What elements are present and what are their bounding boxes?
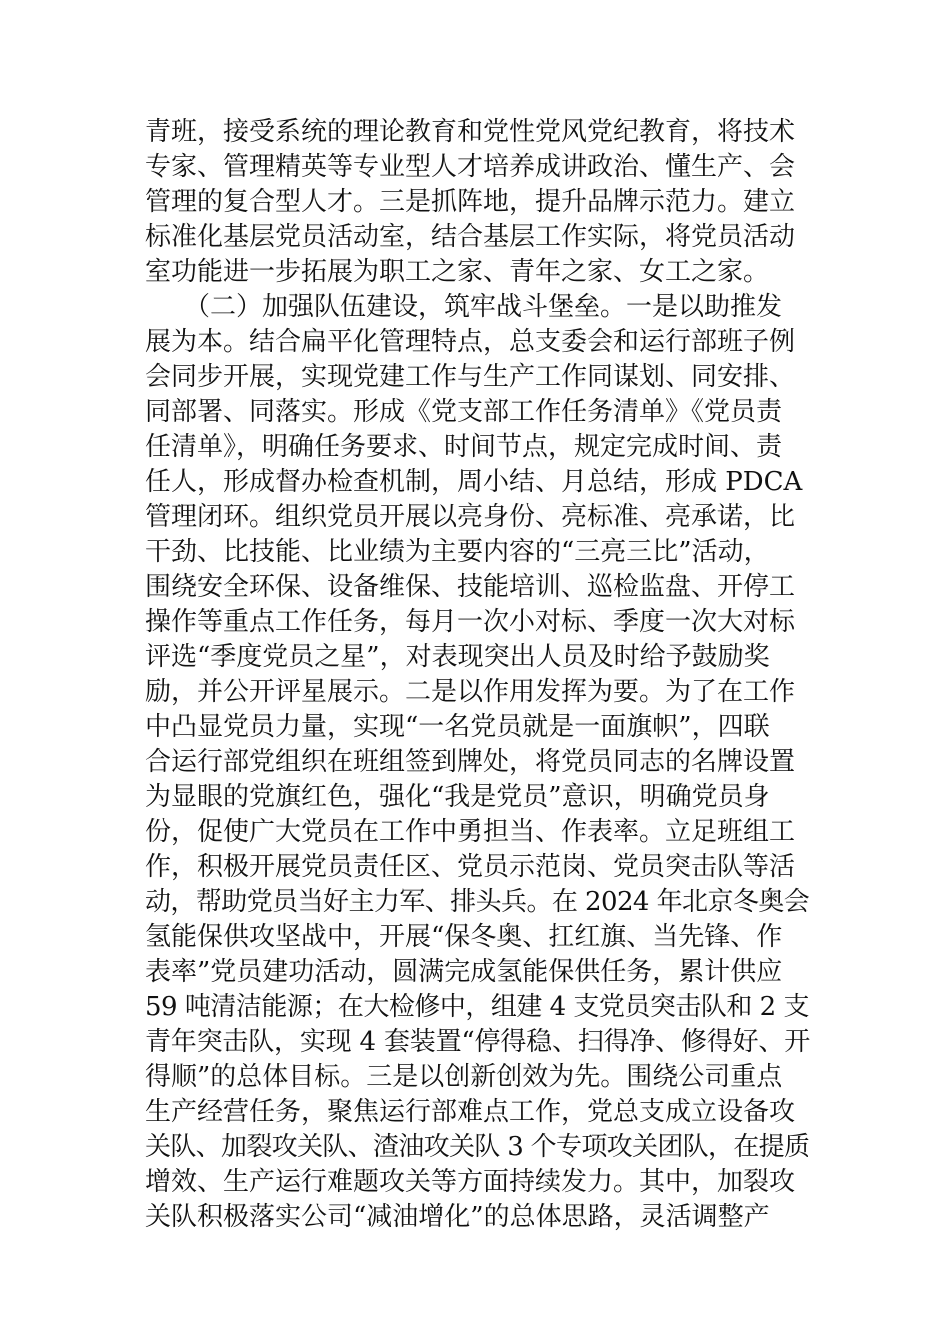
- body-text: [145, 115, 810, 1235]
- text-line: 操作等重点工作任务，每月一次小对标、季度一次大对标: [145, 607, 796, 637]
- text-line: 合运行部党组织在班组签到牌处，将党员同志的名牌设置: [145, 747, 796, 777]
- text-line: 得顺”的总体目标。三是以创新创效为先。围绕公司重点: [145, 1062, 783, 1092]
- text-line: 氢能保供攻坚战中，开展“保冬奥、扛红旗、当先锋、作: [145, 922, 783, 952]
- text-line: 为显眼的党旗红色，强化“我是党员”意识，明确党员身: [145, 782, 770, 812]
- text-line: 干劲、比技能、比业绩为主要内容的“三亮三比”活动，: [145, 537, 770, 567]
- text-line: 专家、管理精英等专业型人才培养成讲政治、懂生产、会: [145, 152, 796, 182]
- text-line: 青年突击队，实现 4 套装置“停得稳、扫得净、修得好、开: [145, 1027, 811, 1057]
- text-line: 表率”党员建功活动，圆满完成氢能保供任务，累计供应: [145, 957, 783, 987]
- text-line: 任人，形成督办检查机制，周小结、月总结，形成 PDCA: [145, 467, 803, 497]
- text-line: 围绕安全环保、设备维保、技能培训、巡检监盘、开停工: [145, 572, 796, 602]
- text-line: （二）加强队伍建设，筑牢战斗堡垒。一是以助推发: [145, 292, 783, 322]
- text-line: 标准化基层党员活动室，结合基层工作实际，将党员活动: [145, 222, 796, 252]
- text-line: 动，帮助党员当好主力军、排头兵。在 2024 年北京冬奥会: [145, 887, 810, 917]
- text-line: 生产经营任务，聚焦运行部难点工作，党总支成立设备攻: [145, 1097, 796, 1127]
- text-line: 59 吨清洁能源；在大检修中，组建 4 支党员突击队和 2 支: [145, 992, 809, 1022]
- text-line: 会同步开展，实现党建工作与生产工作同谋划、同安排、: [145, 362, 796, 392]
- text-line: 展为本。结合扁平化管理特点，总支委会和运行部班子例: [145, 327, 796, 357]
- text-line: 同部署、同落实。形成《党支部工作任务清单》《党员责: [145, 397, 783, 427]
- text-line: 管理闭环。组织党员开展以亮身份、亮标准、亮承诺，比: [145, 502, 796, 532]
- text-line: 关队、加裂攻关队、渣油攻关队 3 个专项攻关团队，在提质: [145, 1132, 810, 1162]
- text-line: 增效、生产运行难题攻关等方面持续发力。其中，加裂攻: [145, 1167, 796, 1197]
- text-line: 份，促使广大党员在工作中勇担当、作表率。立足班组工: [145, 817, 796, 847]
- text-line: 励，并公开评星展示。二是以作用发挥为要。为了在工作: [145, 677, 796, 707]
- text-line: 作，积极开展党员责任区、党员示范岗、党员突击队等活: [145, 852, 796, 882]
- text-line: 关队积极落实公司“减油增化”的总体思路，灵活调整产: [145, 1202, 770, 1232]
- text-line: 室功能进一步拓展为职工之家、青年之家、女工之家。: [145, 257, 770, 287]
- text-line: 评选“季度党员之星”，对表现突出人员及时给予鼓励奖: [145, 642, 770, 672]
- text-line: 任清单》，明确任务要求、时间节点，规定完成时间、责: [145, 432, 783, 462]
- text-line: 中凸显党员力量，实现“一名党员就是一面旗帜”，四联: [145, 712, 770, 742]
- text-line: 管理的复合型人才。三是抓阵地，提升品牌示范力。建立: [145, 187, 796, 217]
- text-line: 青班，接受系统的理论教育和党性党风党纪教育，将技术: [145, 117, 796, 147]
